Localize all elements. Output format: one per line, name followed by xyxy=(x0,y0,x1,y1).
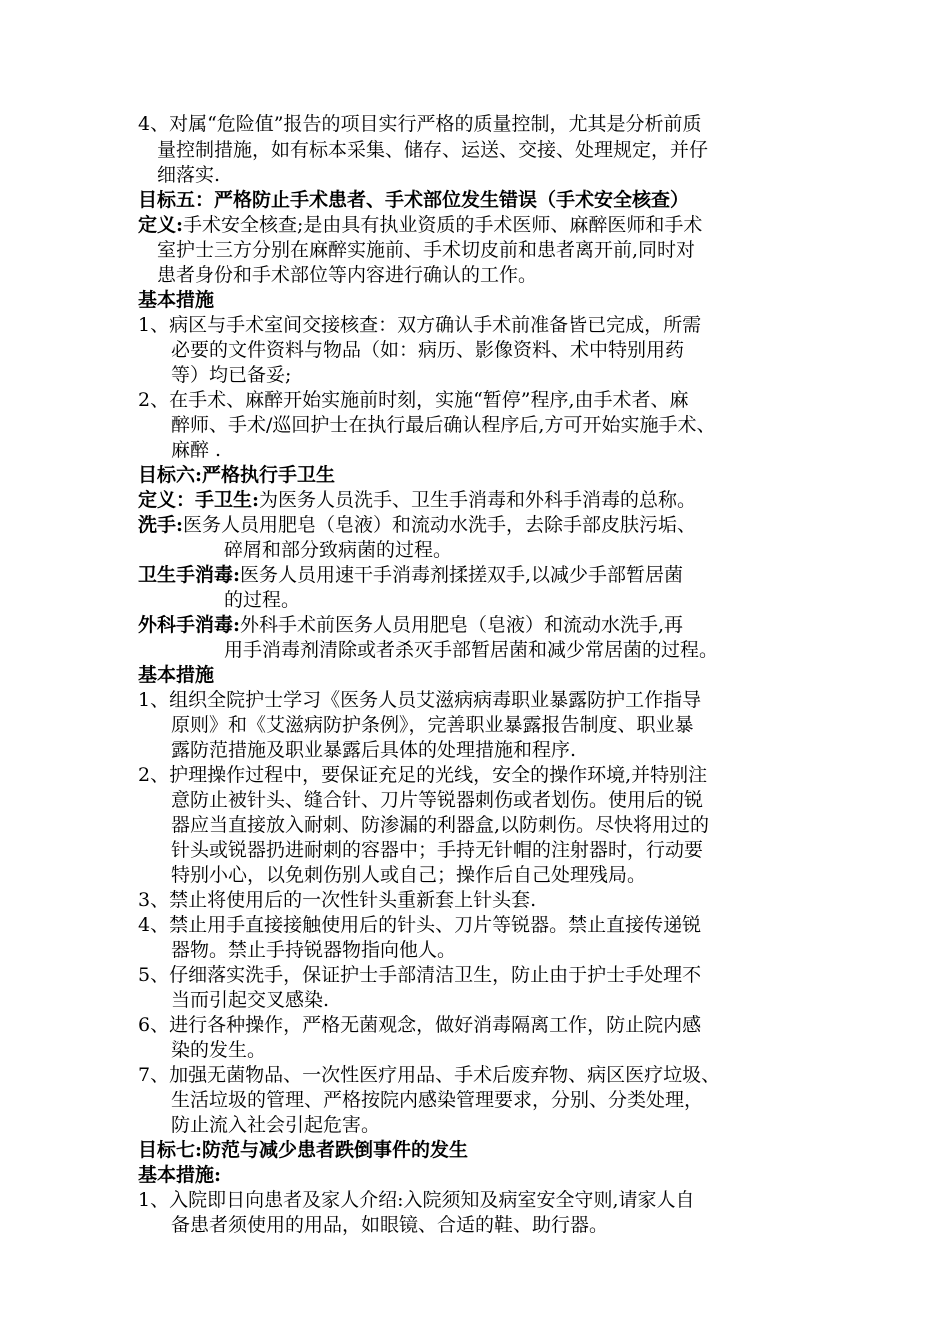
text-line: 6、进行各种操作，严格无菌观念，做好消毒隔离工作，防止院内感 xyxy=(138,1014,702,1036)
subsection-heading: 基本措施 xyxy=(138,664,215,686)
text-line: 当而引起交叉感染. xyxy=(171,989,330,1011)
text-line: 原则》和《艾滋病防护条例》，完善职业暴露报告制度、职业暴 xyxy=(171,714,694,736)
text-line: 碎屑和部分致病菌的过程。 xyxy=(224,539,453,561)
text-line: 3、禁止将使用后的一次性针头重新套上针头套. xyxy=(138,889,537,911)
text-line: 用手消毒剂清除或者杀灭手部暂居菌和减少常居菌的过程。 xyxy=(224,639,719,661)
term-text: 医务人员用速干手消毒剂揉搓双手,以减少手部暂居菌 xyxy=(240,564,684,586)
term-label: 外科手消毒: xyxy=(138,614,241,636)
definition-label: 定义：手卫生: xyxy=(138,489,260,511)
text-line: 室护士三方分别在麻醉实施前、手术切皮前和患者离开前,同时对 xyxy=(157,239,696,261)
text-line xyxy=(138,613,683,637)
section-heading: 目标六:严格执行手卫生 xyxy=(138,464,336,486)
text-line: 意防止被针头、缝合针、刀片等锐器刺伤或者划伤。使用后的锐 xyxy=(171,789,704,811)
section-heading: 目标七:防范与减少患者跌倒事件的发生 xyxy=(138,1139,469,1161)
text-line: 2、护理操作过程中，要保证充足的光线，安全的操作环境,并特别注 xyxy=(138,764,708,786)
text-line: 2、在手术、麻醉开始实施前时刻，实施“暂停”程序,由手术者、麻 xyxy=(138,389,689,411)
text-line: 特别小心，以免刺伤别人或自己；操作后自己处理残局。 xyxy=(171,864,647,886)
text-line: 醉师、手术/巡回护士在执行最后确认程序后,方可开始实施手术、 xyxy=(171,414,716,436)
definition-label: 定义: xyxy=(138,214,184,236)
text-line: 必要的文件资料与物品（如：病历、影像资料、术中特别用药 xyxy=(171,339,685,361)
text-line: 露防范措施及职业暴露后具体的处理措施和程序. xyxy=(171,739,577,761)
text-line xyxy=(138,513,696,537)
term-label: 洗手: xyxy=(138,514,184,536)
text-line xyxy=(138,488,696,512)
text-line: 1、组织全院护士学习《医务人员艾滋病病毒职业暴露防护工作指导 xyxy=(138,689,702,711)
text-line: 麻醉 . xyxy=(171,439,222,461)
text-line: 染的发生。 xyxy=(171,1039,267,1061)
text-line xyxy=(138,213,702,237)
text-line xyxy=(138,563,683,587)
text-line: 量控制措施，如有标本采集、储存、运送、交接、处理规定，并仔 xyxy=(157,139,709,161)
section-heading: 目标五：严格防止手术患者、手术部位发生错误（手术安全核查） xyxy=(138,189,690,211)
subsection-heading: 基本措施 xyxy=(138,289,215,311)
text-line: 7、加强无菌物品、一次性医疗用品、手术后废弃物、病区医疗垃圾、 xyxy=(138,1064,721,1086)
term-label: 卫生手消毒: xyxy=(138,564,241,586)
term-text: 医务人员用肥皂（皂液）和流动水洗手，去除手部皮肤污垢、 xyxy=(183,514,697,536)
text-line: 生活垃圾的管理、严格按院内感染管理要求，分别、分类处理， xyxy=(171,1089,704,1111)
definition-text: 为医务人员洗手、卫生手消毒和外科手消毒的总称。 xyxy=(259,489,697,511)
subsection-heading: 基本措施: xyxy=(138,1164,222,1186)
text-line: 备患者须使用的用品，如眼镜、合适的鞋、助行器。 xyxy=(171,1214,609,1236)
text-line: 防止流入社会引起危害。 xyxy=(171,1114,381,1136)
text-line: 患者身份和手术部位等内容进行确认的工作。 xyxy=(157,264,538,286)
text-line: 器应当直接放入耐刺、防渗漏的利器盒,以防刺伤。尽快将用过的 xyxy=(171,814,710,836)
text-line: 5、仔细落实洗手，保证护士手部清洁卫生，防止由于护士手处理不 xyxy=(138,964,702,986)
text-line: 1、入院即日向患者及家人介绍:入院须知及病室安全守则,请家人自 xyxy=(138,1189,695,1211)
text-line: 等）均已备妥; xyxy=(171,364,292,386)
text-line: 的过程。 xyxy=(224,589,301,611)
term-text: 外科手术前医务人员用肥皂（皂液）和流动水洗手,再 xyxy=(240,614,684,636)
text-line: 器物。禁止手持锐器物指向他人。 xyxy=(171,939,457,961)
definition-text: 手术安全核查;是由具有执业资质的手术医师、麻醉医师和手术 xyxy=(183,214,703,236)
text-line: 针头或锐器扔进耐刺的容器中；手持无针帽的注射器时，行动要 xyxy=(171,839,704,861)
text-line: 细落实. xyxy=(157,164,221,186)
text-line: 4、禁止用手直接接触使用后的针头、刀片等锐器。禁止直接传递锐 xyxy=(138,914,702,936)
text-line: 4、对属“危险值”报告的项目实行严格的质量控制，尤其是分析前质 xyxy=(138,113,702,135)
text-line: 1、病区与手术室间交接核查：双方确认手术前准备皆已完成，所需 xyxy=(138,314,702,336)
